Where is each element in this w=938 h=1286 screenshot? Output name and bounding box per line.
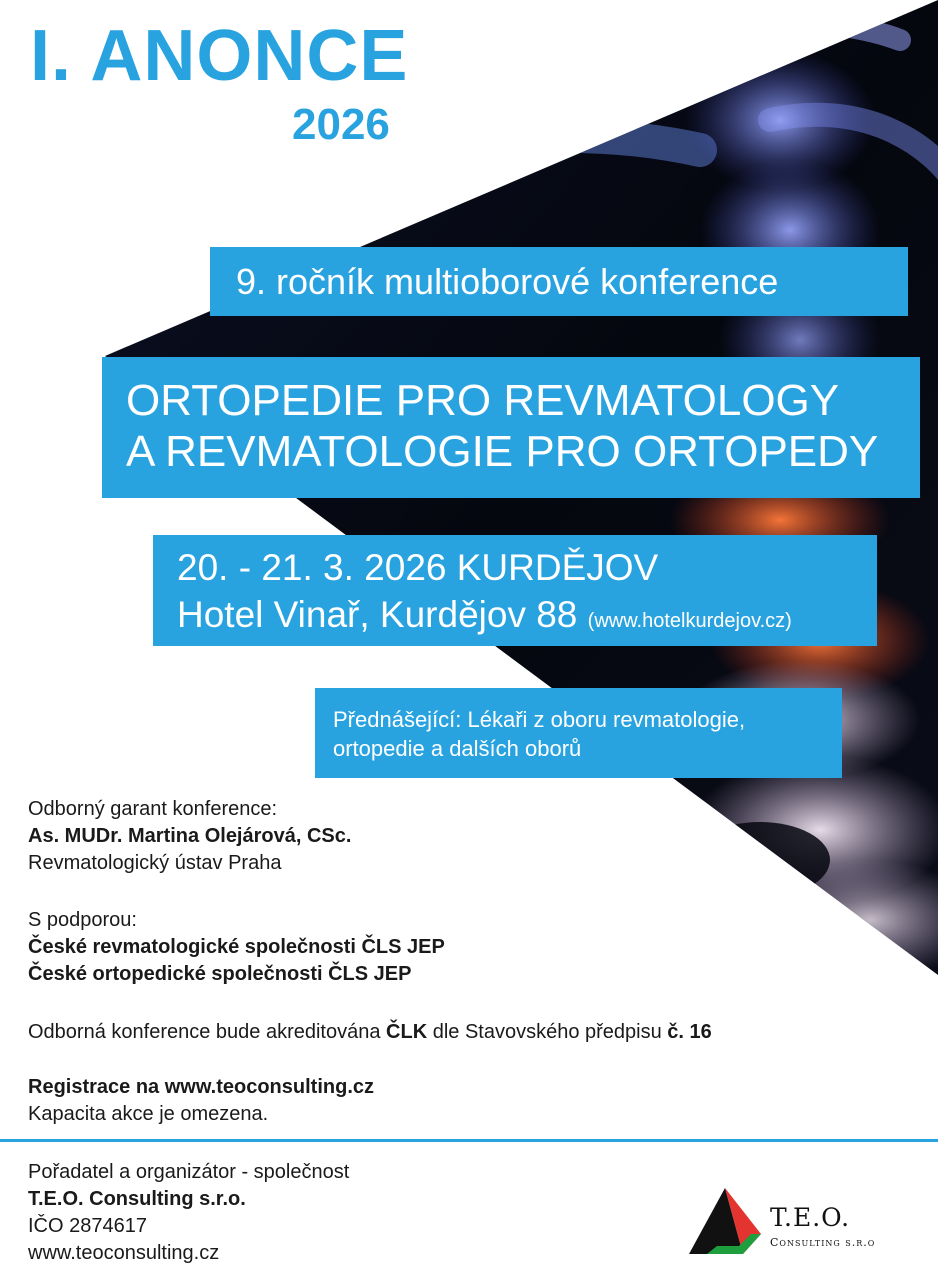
accreditation-note — [28, 1019, 712, 1046]
venue-line — [177, 591, 877, 645]
registration-block — [28, 1074, 374, 1128]
speakers-line-1: Přednášející: Lékaři z oboru revmatologie, — [333, 707, 746, 732]
accreditation-regulation: č. 16 — [667, 1021, 712, 1043]
organizer-ico: IČO 2874617 — [28, 1215, 147, 1237]
accreditation-prefix: Odborná konference bude akreditována — [28, 1021, 387, 1043]
footer-divider — [0, 1139, 938, 1142]
venue: Hotel Vinař, Kurdějov 88 — [177, 594, 578, 635]
logo-name: T.E.O. — [770, 1203, 851, 1232]
date-place: 20. - 21. 3. 2026 KURDĚJOV — [177, 547, 659, 588]
announcement-heading: I. ANONCE — [30, 16, 409, 96]
accreditation-middle: dle Stavovského předpisu — [427, 1021, 668, 1043]
guarantor-institution: Revmatologický ústav Praha — [28, 852, 282, 874]
conference-title-banner — [102, 357, 920, 498]
announcement-year: 2026 — [292, 100, 390, 149]
vertebra-shadow — [690, 822, 830, 898]
support-block — [28, 907, 445, 988]
support-society-1: České revmatologické společnosti ČLS JEP — [28, 936, 445, 958]
organizer-label: Pořadatel a organizátor - společnost — [28, 1161, 350, 1183]
date-venue-banner — [153, 535, 877, 646]
guarantor-name: As. MUDr. Martina Olejárová, CSc. — [28, 825, 352, 847]
venue-url[interactable]: (www.hotelkurdejov.cz) — [587, 610, 792, 632]
registration-link[interactable]: Registrace na www.teoconsulting.cz — [28, 1076, 374, 1098]
support-label: S podporou: — [28, 909, 137, 931]
logo-subtitle: Consulting s.r.o — [770, 1236, 876, 1249]
conference-title-line-2: A REVMATOLOGIE PRO ORTOPEDY — [126, 427, 879, 476]
guarantor-label: Odborný garant konference: — [28, 798, 278, 820]
organizer-company: T.E.O. Consulting s.r.o. — [28, 1188, 246, 1210]
accreditation-body: ČLK — [386, 1021, 428, 1043]
speakers-line-2: ortopedie a dalších oborů — [333, 736, 582, 761]
support-society-2: České ortopedické společnosti ČLS JEP — [28, 963, 412, 985]
edition-banner: 9. ročník multioborové konference — [210, 247, 908, 316]
guarantor-block — [28, 796, 351, 877]
organizer-web[interactable]: www.teoconsulting.cz — [28, 1242, 220, 1264]
vertebra — [760, 860, 938, 980]
registration-capacity: Kapacita akce je omezena. — [28, 1103, 269, 1125]
conference-title-line-1: ORTOPEDIE PRO REVMATOLOGY — [126, 376, 840, 425]
organizer-block — [28, 1159, 349, 1267]
speakers-banner — [315, 688, 842, 778]
